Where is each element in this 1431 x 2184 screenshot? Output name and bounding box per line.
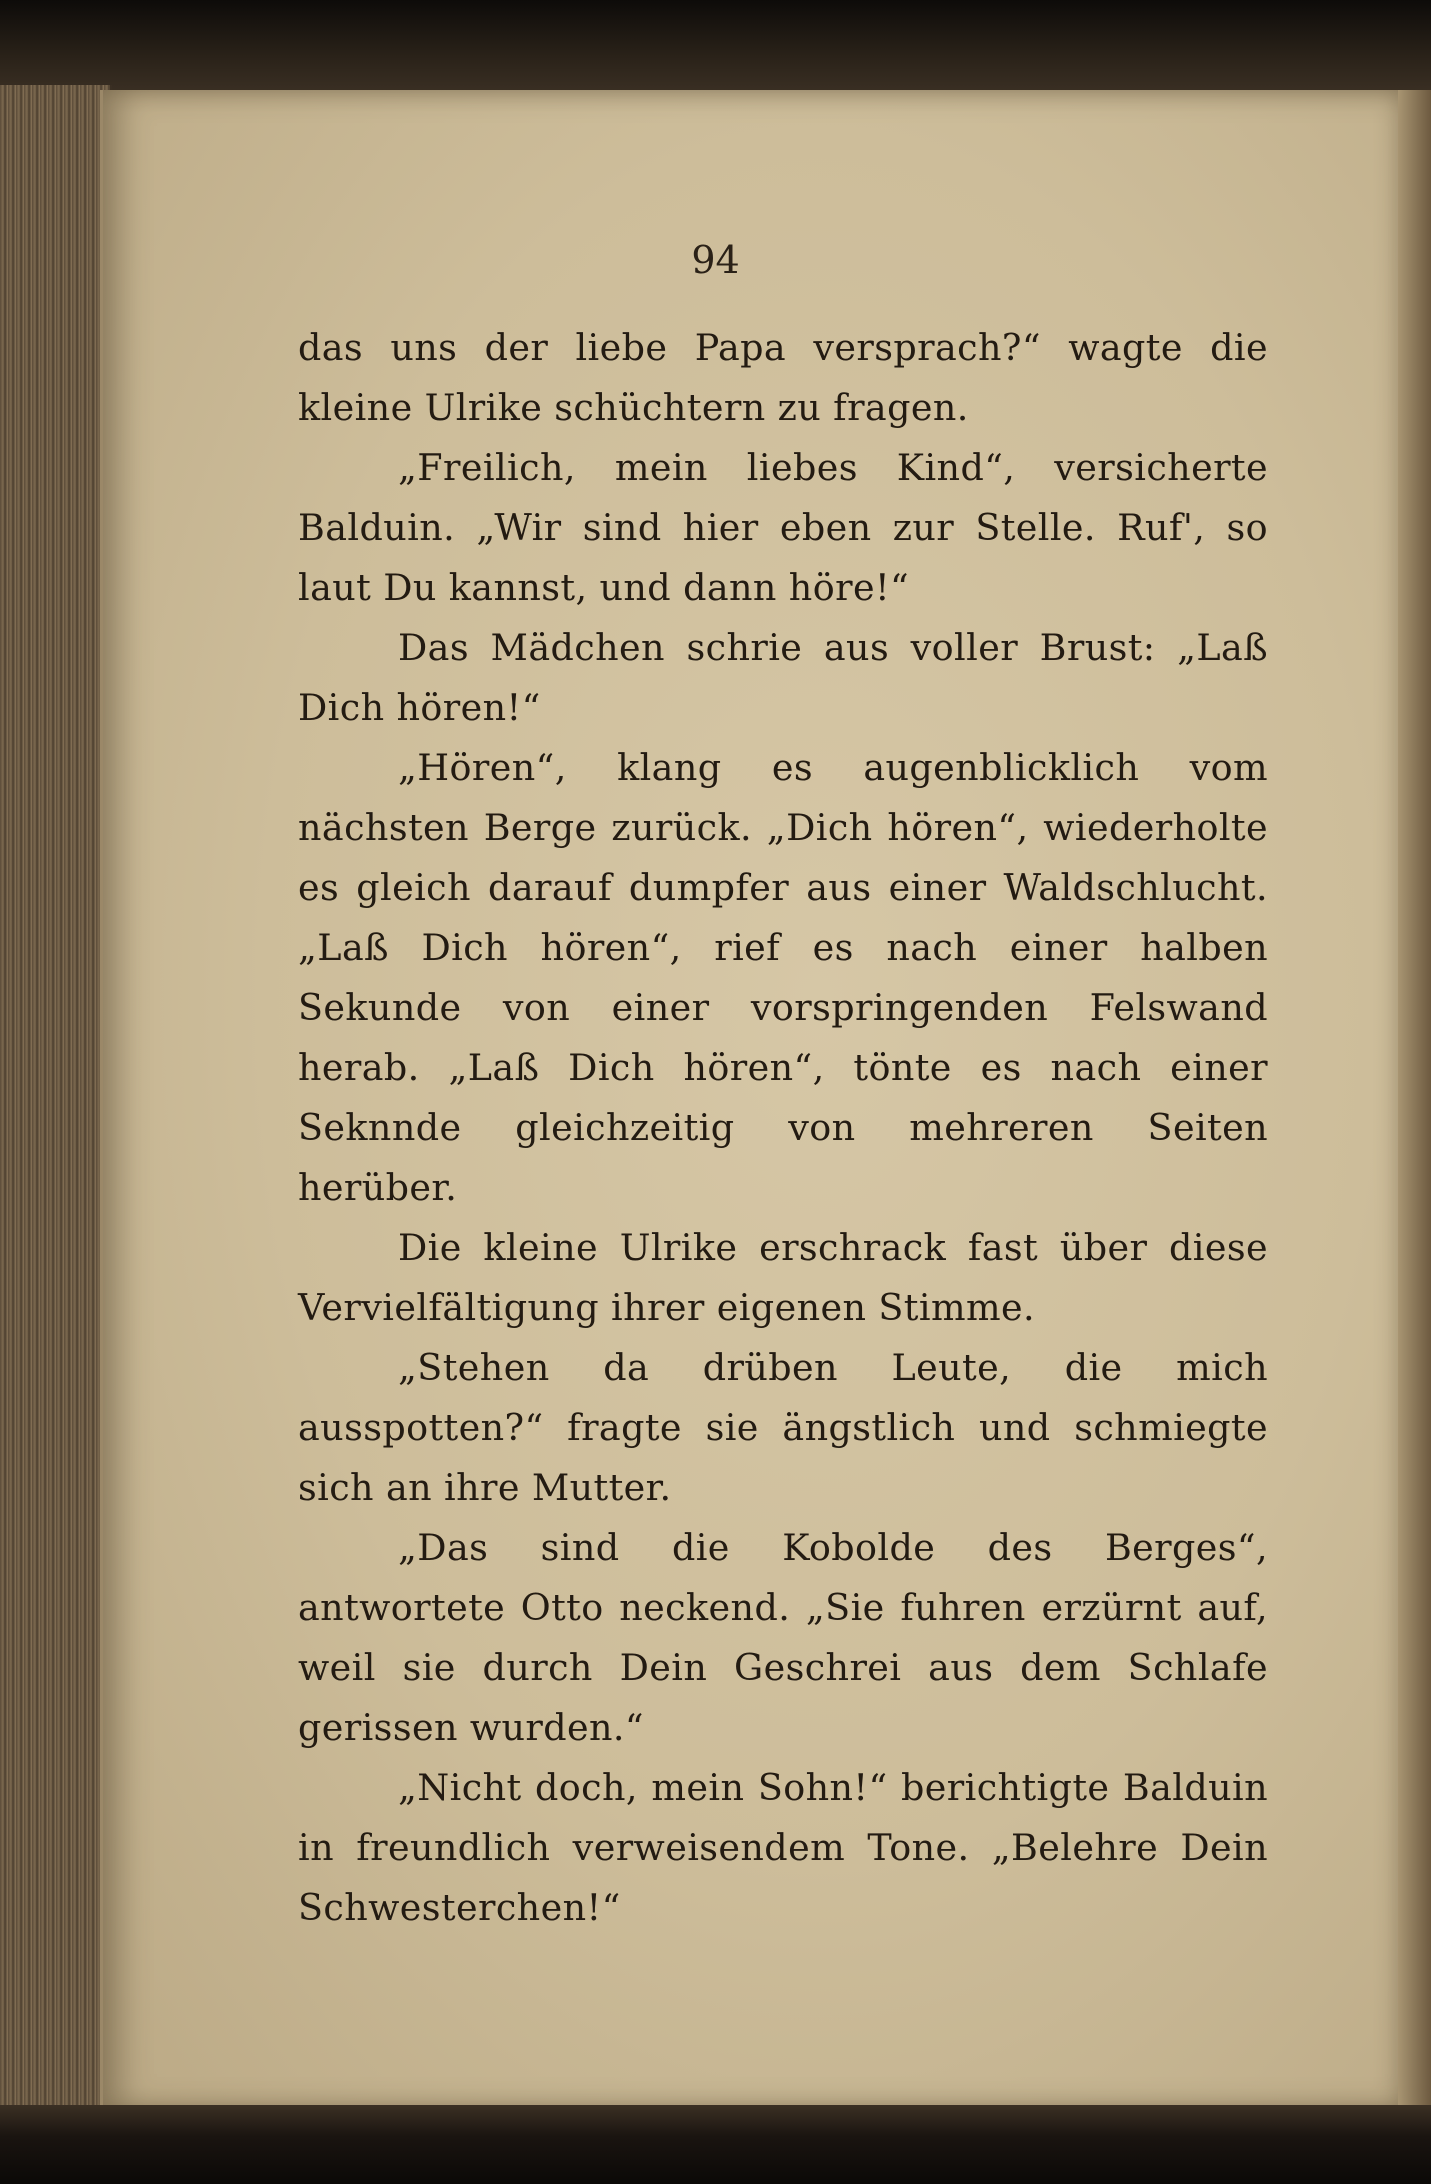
paragraph: „Das sind die Kobolde des Berges“, antwortete Otto neckend. „Sie fuhren erzürnt auf, weil sie durch Dein Geschrei aus dem Schlafe gerissen wurden.“ [298,1526,1268,1749]
paragraph: „Freilich, mein liebes Kind“, versicherte Balduin. „Wir sind hier eben zur Stelle. Ruf', so laut Du kannst, und dann höre!“ [298,446,1268,609]
paragraph: das uns der liebe Papa versprach?“ wagte die kleine Ulrike schüchtern zu fragen. [298,326,1268,429]
book-top-edge [0,0,1431,95]
body-text [298,318,1268,1938]
page-number: 94 [691,238,740,282]
paragraph: „Hören“, klang es augenblicklich vom nächsten Berge zurück. „Dich hören“, wiederholte es gleich darauf dumpfer aus einer Waldschlucht. „Laß Dich hören“, rief es nach einer halben Sekunde von einer vorspringenden Felswand herab. „Laß Dich hören“, tönte es nach einer Seknnde gleichzeitig von mehreren Seiten herüber. [298,746,1268,1209]
page-stack-left [0,85,112,2105]
paragraph: „Nicht doch, mein Sohn!“ berichtigte Balduin in freundlich verweisendem Tone. „Belehre Dein Schwesterchen!“ [298,1766,1268,1929]
page-right-edge [1398,90,1431,2110]
book-bottom-edge [0,2105,1431,2184]
paragraph: „Stehen da drüben Leute, die mich ausspotten?“ fragte sie ängstlich und schmiegte sich an ihre Mutter. [298,1346,1268,1509]
paragraph: Das Mädchen schrie aus voller Brust: „Laß Dich hören!“ [298,626,1268,729]
paragraph: Die kleine Ulrike erschrack fast über diese Vervielfältigung ihrer eigenen Stimme. [298,1226,1268,1329]
